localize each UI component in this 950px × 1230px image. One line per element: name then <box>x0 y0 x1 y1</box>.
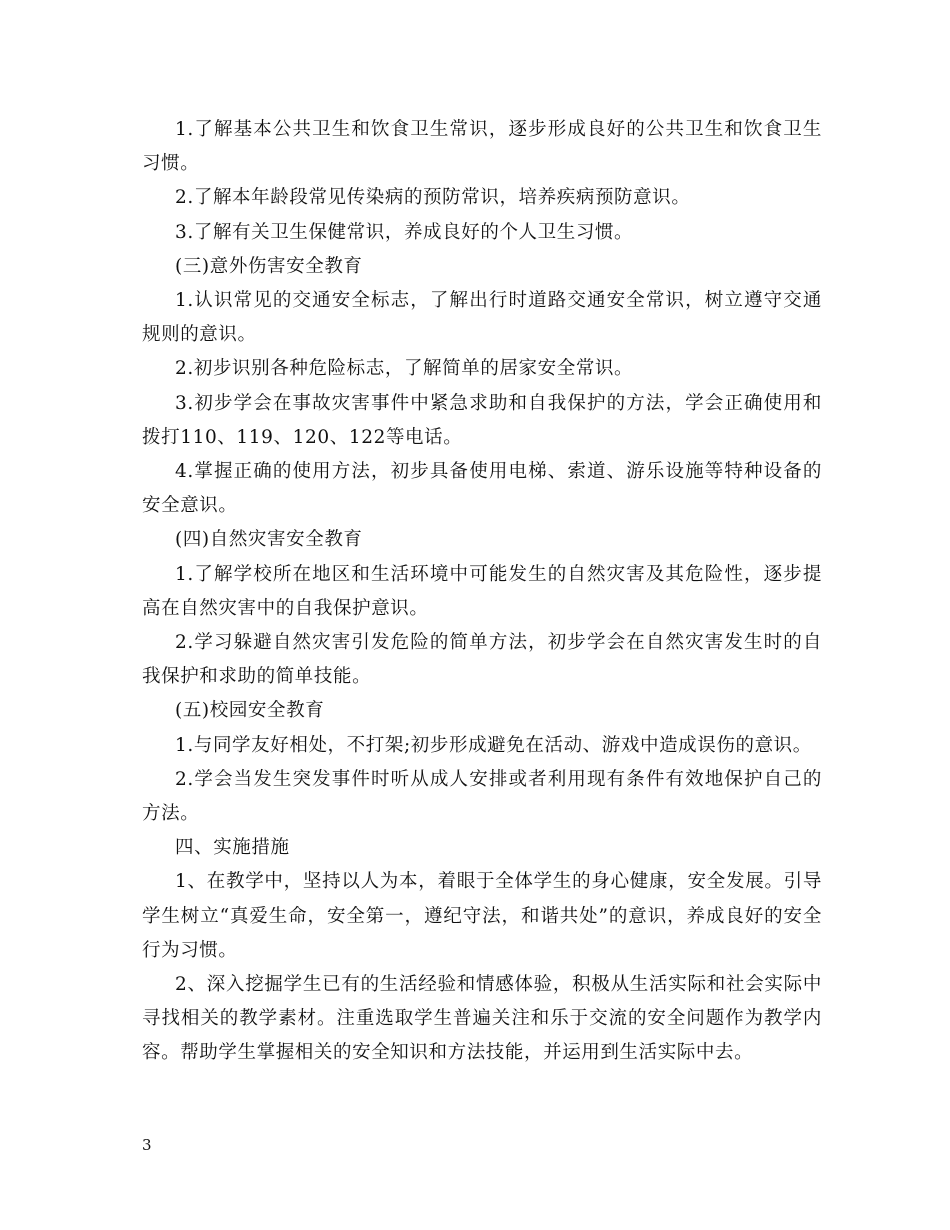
paragraph-disease-prevention: 2.了解本年龄段常见传染病的预防常识，培养疾病预防意识。 <box>175 187 691 209</box>
paragraph-emergency-calls: 3.初步学会在事故灾害事件中紧急求助和自我保护的方法，学会正确使用和拨打110、119、120、122等电话。 <box>142 392 822 448</box>
paragraph-classmates: 1.与同学友好相处，不打架;初步形成避免在活动、游戏中造成误伤的意识。 <box>175 734 812 756</box>
section-heading-measures: 四、实施措施 <box>175 837 290 859</box>
paragraph-special-equipment: 4.掌握正确的使用方法，初步具备使用电梯、索道、游乐设施等特种设备的安全意识。 <box>142 461 822 517</box>
paragraph-disaster-skills: 2.学习躲避自然灾害引发危险的简单方法，初步学会在自然灾害发生时的自我保护和求助的简单技能。 <box>142 632 822 688</box>
paragraph-emergency-response: 2.学会当发生突发事件时听从成人安排或者利用现有条件有效地保护自己的方法。 <box>142 768 822 825</box>
paragraph-measure-teaching: 1、在教学中，坚持以人为本，着眼于全体学生的身心健康，安全发展。引导学生树立“真爱生命，安全第一，遵纪守法，和谐共处”的意识，养成良好的安全行为习惯。 <box>142 871 822 961</box>
section-heading-campus-safety: (五)校园安全教育 <box>175 700 325 722</box>
paragraph-disaster-awareness: 1.了解学校所在地区和生活环境中可能发生的自然灾害及其危险性，逐步提高在自然灾害中的自我保护意识。 <box>142 563 822 619</box>
body-text <box>142 113 822 1071</box>
page-number: 3 <box>142 1136 152 1154</box>
paragraph-traffic-safety: 1.认识常见的交通安全标志，了解出行时道路交通安全常识，树立遵守交通规则的意识。 <box>142 290 822 346</box>
paragraph-hygiene-habits: 1.了解基本公共卫生和饮食卫生常识，逐步形成良好的公共卫生和饮食卫生习惯。 <box>142 119 822 175</box>
section-heading-accident-safety: (三)意外伤害安全教育 <box>175 255 363 277</box>
paragraph-danger-signs: 2.初步识别各种危险标志，了解简单的居家安全常识。 <box>175 358 634 380</box>
paragraph-measure-materials: 2、深入挖掘学生已有的生活经验和情感体验，积极从生活实际和社会实际中寻找相关的教学素材。注重选取学生普遍关注和乐于交流的安全问题作为教学内容。帮助学生掌握相关的安全知识和方法技能，并运用到生活实际中去。 <box>142 974 822 1064</box>
paragraph-personal-hygiene: 3.了解有关卫生保健常识，养成良好的个人卫生习惯。 <box>175 221 634 243</box>
section-heading-natural-disaster: (四)自然灾害安全教育 <box>175 529 363 551</box>
